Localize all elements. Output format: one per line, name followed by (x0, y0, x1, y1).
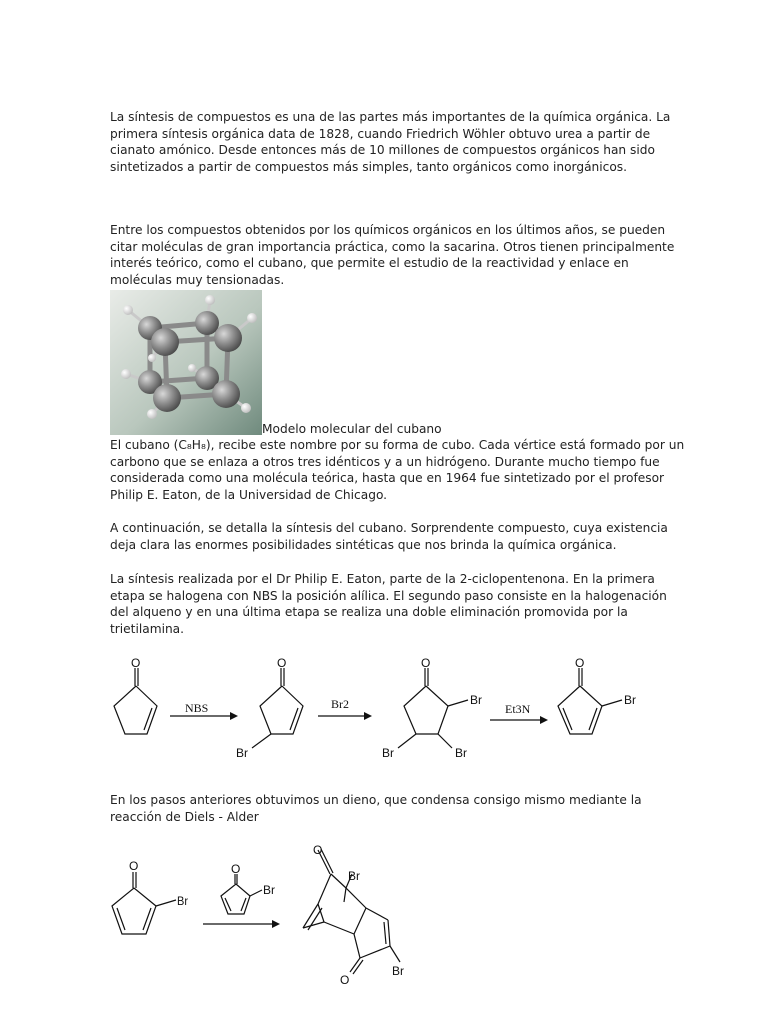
bromine-label: Br (236, 746, 248, 760)
tribromocyclopentanone-structure (398, 668, 468, 748)
oxygen-label: O (231, 862, 241, 876)
oxygen-label: O (129, 859, 139, 873)
text-line: reacción de Diels - Alder (110, 809, 259, 824)
reagent-nbs-label: NBS (185, 701, 209, 715)
oxygen-label: O (340, 973, 350, 987)
bromocyclopentadienone-structure (112, 872, 176, 934)
bromine-label: Br (263, 883, 275, 897)
bromine-label-cut: Br (177, 894, 189, 908)
bromine-label: Br (455, 746, 467, 760)
bromine-label: Br (348, 869, 360, 883)
text-line: El cubano (C₈H₈), recibe este nombre por su forma de cubo. Cada vértice está formado por un (110, 438, 685, 452)
text-line: La síntesis de compuestos es una de las partes más importantes de la química orgánica. La (110, 110, 671, 124)
bromine-label: Br (392, 964, 404, 978)
text-line: cianato amónico. Desde entonces más de 10 millones de compuestos orgánicos han sido (110, 143, 655, 158)
cyclopentenone-structure (114, 668, 157, 734)
oxygen-label: O (421, 656, 431, 670)
bromocyclopentadienone-structure (221, 874, 262, 914)
text-line: En los pasos anteriores obtuvimos un dieno, que condensa consigo mismo mediante la (110, 793, 642, 807)
cubane-paragraph (110, 437, 685, 504)
bromine-label: Br (470, 693, 482, 707)
text-line: citar moléculas de gran importancia práctica, como la sacarina. Otros tienen principalmente (110, 239, 675, 254)
text-line: Entre los compuestos obtenidos por los químicos orgánicos en los últimos años, se pueden (110, 223, 666, 237)
synthesis-intro-paragraph (110, 520, 668, 553)
text-line: del alqueno y en una última etapa se realiza una doble eliminación promovida por la (110, 605, 628, 620)
reaction-scheme-2 (0, 838, 768, 998)
text-line: trietilamina. (110, 622, 185, 637)
oxygen-label: O (277, 656, 287, 670)
text-line: interés teórico, como el cubano, que permite el estudio de la reactividad y enlace en (110, 256, 629, 271)
text-line: carbono que se enlaza a otros tres idénticos y a un hidrógeno. Durante mucho tiempo fue (110, 454, 660, 469)
diels-alder-adduct-structure (303, 849, 400, 974)
reagent-triethylamine-label: Et3N (505, 702, 531, 716)
eaton-synthesis-paragraph (110, 571, 667, 638)
reagent-bromine-label: Br2 (331, 697, 349, 711)
text-line: considerada como una molécula teórica, hasta que en 1964 fue sintetizado por el profesor (110, 471, 665, 486)
text-line: moléculas muy tensionadas. (110, 273, 285, 288)
oxygen-label: O (131, 656, 141, 670)
text-line: primera síntesis orgánica data de 1828, cuando Friedrich Wöhler obtuvo urea a partir de (110, 126, 651, 141)
image-background (110, 290, 262, 435)
oxygen-label: O (313, 843, 323, 857)
compounds-paragraph (110, 222, 675, 289)
text-line: deja clara las enormes posibilidades sintéticas que nos brinda la química orgánica. (110, 537, 617, 552)
bromine-label: Br (624, 693, 636, 707)
intro-paragraph (110, 109, 671, 176)
reaction-scheme-1 (0, 650, 768, 770)
bromine-label: Br (382, 746, 394, 760)
oxygen-label: O (575, 656, 585, 670)
image-caption: Modelo molecular del cubano (262, 422, 442, 436)
bromocyclopentadienone-structure (558, 668, 622, 734)
text-line: etapa se halogena con NBS la posición alílica. El segundo paso consiste en la halogenación (110, 588, 667, 603)
diels-alder-paragraph (110, 792, 662, 825)
text-line: La síntesis realizada por el Dr Philip E. Eaton, parte de la 2-ciclopentenona. En la primera (110, 572, 655, 586)
text-line: sintetizados a partir de compuestos más simples, tanto orgánicos como inorgánicos. (110, 160, 628, 175)
text-line: A continuación, se detalla la síntesis del cubano. Sorprendente compuesto, cuya existencia (110, 521, 668, 535)
text-line: Philip E. Eaton, de la Universidad de Chicago. (110, 488, 388, 503)
bromocyclopentenone-structure (252, 668, 303, 748)
cubane-model-image (110, 290, 262, 435)
